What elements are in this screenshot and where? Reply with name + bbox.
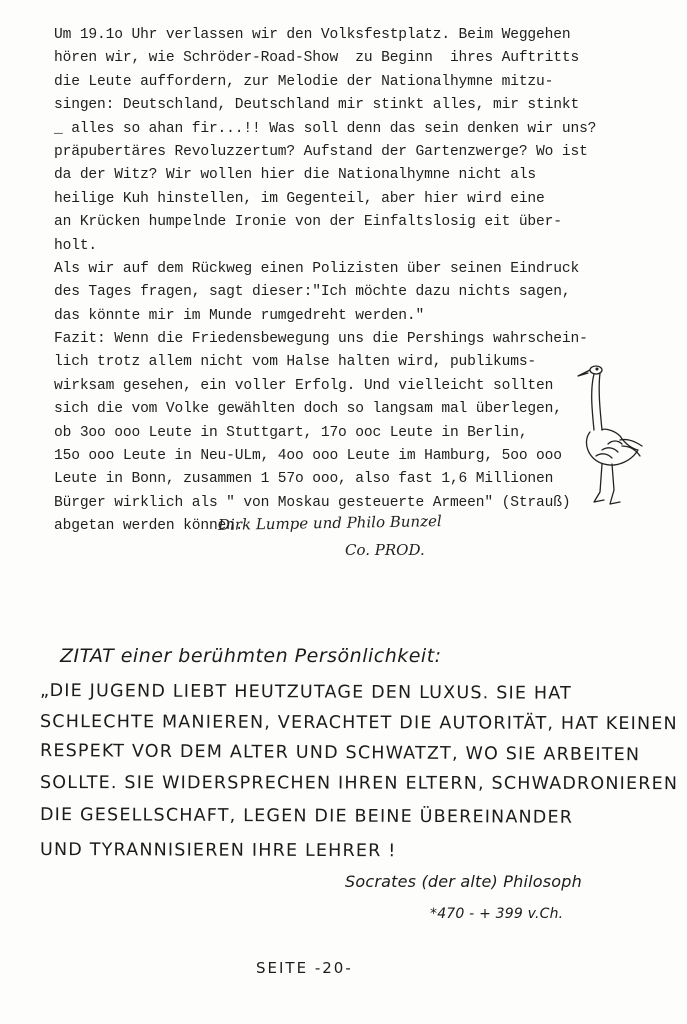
quote-heading: ZITAT einer berühmten Persönlichkeit: [60,645,442,667]
quote-attribution: Socrates (der alte) Philosoph [345,872,582,891]
article-body [54,24,597,539]
article-line: an Krücken humpelnde Ironie von der Einfaltslosig eit über- [54,214,562,231]
quote-attribution-dates: *470 - + 399 v.Ch. [430,906,564,922]
article-line: präpubertäres Revoluzzertum? Aufstand der Gartenzwerge? Wo ist [54,143,588,160]
article-line: 15o ooo Leute in Neu-ULm, 4oo ooo Leute im Hamburg, 5oo ooo [54,448,562,465]
article-line: _ alles so ahan fir...!! Was soll denn das sein denken wir uns? [54,120,597,137]
article-line: des Tages fragen, sagt dieser:"Ich möchte dazu nichts sagen, [54,284,571,301]
article-line: die Leute auffordern, zur Melodie der Nationalhymne mitzu- [54,73,554,90]
article-line: singen: Deutschland, Deutschland mir stinkt alles, mir stinkt [54,97,580,114]
quote-line: SOLLTE. SIE WIDERSPRECHEN IHREN ELTERN, SCHWADRONIEREN [39,773,679,795]
article-line: da der Witz? Wir wollen hier die Nationalhymne nicht als [54,167,537,184]
article-line: lich trotz allem nicht vom Halse halten wird, publikums- [54,354,537,371]
article-line: holt. [54,237,98,254]
article-line: Um 19.1o Uhr verlassen wir den Volksfestplatz. Beim Weggehen [54,27,571,43]
quote-line: „DIE JUGEND LIEBT HEUTZUTAGE DEN LUXUS. SIE HAT [39,681,573,704]
signature: Dirk Lumpe und Philo Bunzel [217,512,442,534]
article-line: Als wir auf dem Rückweg einen Polizisten über seinen Eindruck [54,260,580,277]
article-line: Fazit: Wenn die Friedensbewegung uns die Pershings wahrschein- [54,331,588,348]
article-line: ob 3oo ooo Leute in Stuttgart, 17o ooc Leute in Berlin, [54,424,528,441]
ostrich-drawing-icon [560,360,650,510]
article-line: wirksam gesehen, ein voller Erfolg. Und vielleicht sollten [54,377,554,394]
page-number: SEITE -20- [256,959,353,977]
article-line: hören wir, wie Schröder-Road-Show zu Beginn ihres Auftritts [54,50,580,67]
signature-sub: Co. PROD. [345,541,425,559]
quote-line: DIE GESELLSCHAFT, LEGEN DIE BEINE ÜBEREINANDER [39,805,574,828]
quote-line: UND TYRANNISIEREN IHRE LEHRER ! [39,840,397,862]
quote-line: SCHLECHTE MANIEREN, VERACHTET DIE AUTORITÄT, HAT KEINEN [39,712,678,735]
article-line: sich die vom Volke gewählten doch so langsam mal überlegen, [54,401,562,418]
article-line: das könnte mir im Munde rumgedreht werden." [54,307,425,324]
article-line: heilige Kuh hinstellen, im Gegenteil, aber hier wird eine [54,190,545,207]
article-line: abgetan werden können. [54,518,244,535]
article-line: Leute in Bonn, zusammen 1 57o ooo, also fast 1,6 Millionen [54,471,554,488]
article-line: Bürger wirklich als " von Moskau gesteuerte Armeen" (Strauß) [54,494,571,511]
quote-line: RESPEKT VOR DEM ALTER UND SCHWATZT, WO SIE ARBEITEN [39,741,641,766]
